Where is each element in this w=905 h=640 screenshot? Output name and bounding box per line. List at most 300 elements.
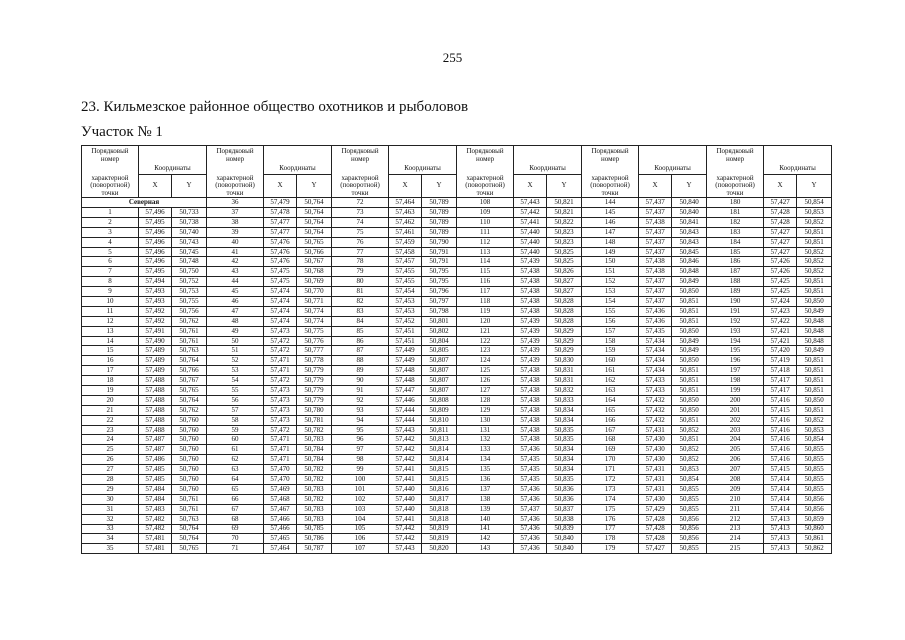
x-coordinate-cell: 57,472 (264, 346, 297, 356)
header-point-number-label: Порядковый номер (466, 147, 504, 163)
coordinates-table-container (81, 145, 832, 554)
x-coordinate-cell: 57,420 (764, 346, 797, 356)
y-coordinate-cell: 50,834 (547, 445, 582, 455)
point-number-cell: 122 (457, 336, 514, 346)
header-point-number-label: Порядковый номер (91, 147, 129, 163)
point-number-cell: 193 (707, 326, 764, 336)
point-number-cell: 162 (582, 376, 639, 386)
y-coordinate-cell: 50,764 (297, 227, 332, 237)
y-coordinate-cell: 50,781 (297, 415, 332, 425)
x-coordinate-cell: 57,479 (264, 198, 297, 208)
header-y: Y (297, 175, 332, 198)
x-coordinate-cell: 57,451 (389, 336, 422, 346)
point-number-cell: 113 (457, 247, 514, 257)
y-coordinate-cell: 50,789 (422, 198, 457, 208)
y-coordinate-cell: 50,855 (672, 484, 707, 494)
point-number-cell: 26 (82, 455, 139, 465)
point-number-cell: 204 (707, 435, 764, 445)
point-number-cell: 17 (82, 366, 139, 376)
y-coordinate-cell: 50,851 (797, 366, 832, 376)
x-coordinate-cell: 57,473 (264, 326, 297, 336)
y-coordinate-cell: 50,852 (672, 455, 707, 465)
y-coordinate-cell: 50,764 (172, 356, 207, 366)
point-number-cell: 56 (207, 395, 264, 405)
header-x: X (389, 175, 422, 198)
x-coordinate-cell: 57,424 (764, 297, 797, 307)
header-point-number-sub: характерной (поворотной) точки (82, 175, 139, 198)
x-coordinate-cell: 57,477 (264, 217, 297, 227)
point-number-cell: 157 (582, 326, 639, 336)
point-number-cell: 81 (332, 287, 389, 297)
x-coordinate-cell: 57,413 (764, 544, 797, 554)
x-coordinate-cell: 57,413 (764, 534, 797, 544)
point-number-cell: 176 (582, 514, 639, 524)
x-coordinate-cell: 57,488 (139, 386, 172, 396)
y-coordinate-cell: 50,851 (672, 435, 707, 445)
point-number-cell: 95 (332, 425, 389, 435)
y-coordinate-cell: 50,856 (672, 534, 707, 544)
y-coordinate-cell: 50,763 (172, 346, 207, 356)
y-coordinate-cell: 50,813 (422, 435, 457, 445)
point-number-cell: 60 (207, 435, 264, 445)
table-row (82, 336, 832, 346)
x-coordinate-cell: 57,438 (514, 287, 547, 297)
y-coordinate-cell: 50,764 (297, 198, 332, 208)
header-y: Y (797, 175, 832, 198)
y-coordinate-cell: 50,853 (797, 425, 832, 435)
point-number-cell: 51 (207, 346, 264, 356)
x-coordinate-cell: 57,431 (639, 425, 672, 435)
x-coordinate-cell: 57,438 (514, 435, 547, 445)
x-coordinate-cell: 57,434 (639, 346, 672, 356)
x-coordinate-cell: 57,438 (514, 376, 547, 386)
table-row (82, 514, 832, 524)
y-coordinate-cell: 50,852 (797, 267, 832, 277)
x-coordinate-cell: 57,436 (514, 534, 547, 544)
x-coordinate-cell: 57,471 (264, 445, 297, 455)
x-coordinate-cell: 57,455 (389, 277, 422, 287)
y-coordinate-cell: 50,850 (672, 395, 707, 405)
point-number-cell: 140 (457, 514, 514, 524)
point-number-cell: 93 (332, 405, 389, 415)
point-number-cell: 191 (707, 306, 764, 316)
point-number-cell: 15 (82, 346, 139, 356)
x-coordinate-cell: 57,476 (264, 257, 297, 267)
point-number-cell: 100 (332, 475, 389, 485)
y-coordinate-cell: 50,841 (672, 217, 707, 227)
point-number-cell: 210 (707, 494, 764, 504)
y-coordinate-cell: 50,804 (422, 336, 457, 346)
point-number-cell: 201 (707, 405, 764, 415)
y-coordinate-cell: 50,760 (172, 475, 207, 485)
y-coordinate-cell: 50,798 (422, 306, 457, 316)
y-coordinate-cell: 50,851 (797, 376, 832, 386)
x-coordinate-cell: 57,473 (264, 386, 297, 396)
x-coordinate-cell: 57,415 (764, 405, 797, 415)
y-coordinate-cell: 50,835 (547, 425, 582, 435)
x-coordinate-cell: 57,442 (389, 455, 422, 465)
table-row (82, 435, 832, 445)
x-coordinate-cell: 57,495 (139, 217, 172, 227)
x-coordinate-cell: 57,427 (764, 247, 797, 257)
y-coordinate-cell: 50,764 (297, 217, 332, 227)
point-number-cell: 91 (332, 386, 389, 396)
x-coordinate-cell: 57,438 (514, 395, 547, 405)
x-coordinate-cell: 57,495 (139, 267, 172, 277)
point-number-cell: 139 (457, 504, 514, 514)
y-coordinate-cell: 50,849 (672, 336, 707, 346)
point-number-cell: 111 (457, 227, 514, 237)
x-coordinate-cell: 57,487 (139, 445, 172, 455)
x-coordinate-cell: 57,413 (764, 514, 797, 524)
x-coordinate-cell: 57,430 (639, 494, 672, 504)
header-point-number-label: Порядковый номер (716, 147, 754, 163)
x-coordinate-cell: 57,422 (764, 316, 797, 326)
y-coordinate-cell: 50,855 (797, 484, 832, 494)
y-coordinate-cell: 50,850 (797, 297, 832, 307)
header-row (82, 146, 832, 175)
y-coordinate-cell: 50,849 (672, 346, 707, 356)
y-coordinate-cell: 50,827 (547, 277, 582, 287)
x-coordinate-cell: 57,471 (264, 366, 297, 376)
point-number-cell: 48 (207, 316, 264, 326)
y-coordinate-cell: 50,774 (297, 316, 332, 326)
point-number-cell: 10 (82, 297, 139, 307)
y-coordinate-cell: 50,840 (547, 544, 582, 554)
x-coordinate-cell: 57,462 (389, 217, 422, 227)
y-coordinate-cell: 50,851 (797, 405, 832, 415)
y-coordinate-cell: 50,783 (297, 504, 332, 514)
y-coordinate-cell: 50,834 (547, 455, 582, 465)
point-number-cell: 189 (707, 287, 764, 297)
y-coordinate-cell: 50,856 (797, 504, 832, 514)
y-coordinate-cell: 50,766 (297, 247, 332, 257)
y-coordinate-cell: 50,808 (422, 395, 457, 405)
x-coordinate-cell: 57,438 (514, 297, 547, 307)
y-coordinate-cell: 50,765 (297, 237, 332, 247)
y-coordinate-cell: 50,764 (297, 208, 332, 218)
y-coordinate-cell: 50,830 (547, 356, 582, 366)
x-coordinate-cell: 57,441 (389, 514, 422, 524)
y-coordinate-cell: 50,829 (547, 336, 582, 346)
header-y: Y (672, 175, 707, 198)
y-coordinate-cell: 50,836 (547, 484, 582, 494)
point-number-cell: 148 (582, 237, 639, 247)
y-coordinate-cell: 50,828 (547, 306, 582, 316)
point-number-cell: 195 (707, 346, 764, 356)
table-row (82, 208, 832, 218)
x-coordinate-cell: 57,461 (389, 227, 422, 237)
point-number-cell: 43 (207, 267, 264, 277)
x-coordinate-cell: 57,436 (639, 316, 672, 326)
point-number-cell: 80 (332, 277, 389, 287)
y-coordinate-cell: 50,855 (797, 475, 832, 485)
point-number-cell: 116 (457, 277, 514, 287)
y-coordinate-cell: 50,854 (672, 475, 707, 485)
y-coordinate-cell: 50,826 (547, 267, 582, 277)
point-number-cell: 39 (207, 227, 264, 237)
table-row (82, 297, 832, 307)
point-number-cell: 206 (707, 455, 764, 465)
y-coordinate-cell: 50,779 (297, 386, 332, 396)
table-row (82, 346, 832, 356)
point-number-cell: 164 (582, 395, 639, 405)
table-row (82, 217, 832, 227)
point-number-cell: 214 (707, 534, 764, 544)
point-number-cell: 114 (457, 257, 514, 267)
x-coordinate-cell: 57,436 (514, 544, 547, 554)
y-coordinate-cell: 50,760 (172, 445, 207, 455)
point-number-cell: 167 (582, 425, 639, 435)
point-number-cell: 57 (207, 405, 264, 415)
table-body (82, 198, 832, 554)
x-coordinate-cell: 57,440 (389, 504, 422, 514)
y-coordinate-cell: 50,835 (547, 475, 582, 485)
y-coordinate-cell: 50,853 (672, 465, 707, 475)
y-coordinate-cell: 50,816 (422, 484, 457, 494)
y-coordinate-cell: 50,817 (422, 494, 457, 504)
point-number-cell: 161 (582, 366, 639, 376)
y-coordinate-cell: 50,787 (297, 544, 332, 554)
x-coordinate-cell: 57,437 (639, 227, 672, 237)
point-number-cell: 54 (207, 376, 264, 386)
y-coordinate-cell: 50,750 (172, 267, 207, 277)
point-number-cell: 174 (582, 494, 639, 504)
point-number-cell: 25 (82, 445, 139, 455)
point-number-cell: 101 (332, 484, 389, 494)
y-coordinate-cell: 50,850 (672, 326, 707, 336)
point-number-cell: 177 (582, 524, 639, 534)
point-number-cell: 75 (332, 227, 389, 237)
point-number-cell: 19 (82, 386, 139, 396)
y-coordinate-cell: 50,851 (797, 386, 832, 396)
x-coordinate-cell: 57,435 (514, 455, 547, 465)
y-coordinate-cell: 50,827 (547, 287, 582, 297)
point-number-cell: 53 (207, 366, 264, 376)
y-coordinate-cell: 50,840 (547, 534, 582, 544)
point-number-cell: 169 (582, 445, 639, 455)
x-coordinate-cell: 57,488 (139, 425, 172, 435)
x-coordinate-cell: 57,426 (764, 257, 797, 267)
y-coordinate-cell: 50,783 (297, 484, 332, 494)
y-coordinate-cell: 50,733 (172, 208, 207, 218)
point-number-cell: 28 (82, 475, 139, 485)
x-coordinate-cell: 57,475 (264, 277, 297, 287)
point-number-cell: 186 (707, 257, 764, 267)
x-coordinate-cell: 57,437 (514, 504, 547, 514)
y-coordinate-cell: 50,779 (297, 366, 332, 376)
header-coordinates: Координаты (264, 146, 332, 175)
point-number-cell: 2 (82, 217, 139, 227)
point-number-cell: 213 (707, 524, 764, 534)
x-coordinate-cell: 57,474 (264, 287, 297, 297)
point-number-cell: 153 (582, 287, 639, 297)
point-number-cell: 211 (707, 504, 764, 514)
table-row (82, 316, 832, 326)
y-coordinate-cell: 50,852 (797, 247, 832, 257)
point-number-cell: 209 (707, 484, 764, 494)
y-coordinate-cell: 50,851 (672, 366, 707, 376)
x-coordinate-cell: 57,458 (389, 247, 422, 257)
x-coordinate-cell: 57,414 (764, 475, 797, 485)
x-coordinate-cell: 57,428 (639, 514, 672, 524)
y-coordinate-cell: 50,780 (297, 405, 332, 415)
x-coordinate-cell: 57,485 (139, 475, 172, 485)
point-number-cell: 72 (332, 198, 389, 208)
point-number-cell: 131 (457, 425, 514, 435)
point-number-cell: 1 (82, 208, 139, 218)
x-coordinate-cell: 57,430 (639, 455, 672, 465)
point-number-cell: 40 (207, 237, 264, 247)
point-number-cell: 181 (707, 208, 764, 218)
point-number-cell: 150 (582, 257, 639, 267)
y-coordinate-cell: 50,851 (797, 227, 832, 237)
table-row (82, 366, 832, 376)
x-coordinate-cell: 57,471 (264, 356, 297, 366)
point-number-cell: 190 (707, 297, 764, 307)
point-number-cell: 151 (582, 267, 639, 277)
point-number-cell: 85 (332, 326, 389, 336)
point-number-cell: 82 (332, 297, 389, 307)
point-number-cell: 182 (707, 217, 764, 227)
table-row (82, 247, 832, 257)
y-coordinate-cell: 50,818 (422, 514, 457, 524)
point-number-cell: 127 (457, 386, 514, 396)
y-coordinate-cell: 50,791 (422, 257, 457, 267)
x-coordinate-cell: 57,449 (389, 346, 422, 356)
x-coordinate-cell: 57,432 (639, 405, 672, 415)
point-number-cell: 23 (82, 425, 139, 435)
point-number-cell: 159 (582, 346, 639, 356)
y-coordinate-cell: 50,821 (547, 208, 582, 218)
point-number-cell: 135 (457, 465, 514, 475)
point-number-cell: 69 (207, 524, 264, 534)
y-coordinate-cell: 50,825 (547, 257, 582, 267)
table-row (82, 237, 832, 247)
y-coordinate-cell: 50,768 (297, 267, 332, 277)
point-number-cell: 68 (207, 514, 264, 524)
y-coordinate-cell: 50,851 (797, 237, 832, 247)
x-coordinate-cell: 57,434 (639, 366, 672, 376)
x-coordinate-cell: 57,436 (514, 514, 547, 524)
table-row (82, 484, 832, 494)
y-coordinate-cell: 50,846 (672, 257, 707, 267)
point-number-cell: 73 (332, 208, 389, 218)
y-coordinate-cell: 50,760 (172, 484, 207, 494)
header-coordinates: Координаты (639, 146, 707, 175)
x-coordinate-cell: 57,496 (139, 247, 172, 257)
header-x: X (264, 175, 297, 198)
header-point-number-sub: характерной (поворотной) точки (332, 175, 389, 198)
x-coordinate-cell: 57,437 (639, 247, 672, 257)
point-number-cell: 4 (82, 237, 139, 247)
point-number-cell: 16 (82, 356, 139, 366)
x-coordinate-cell: 57,483 (139, 504, 172, 514)
y-coordinate-cell: 50,851 (672, 415, 707, 425)
point-number-cell: 71 (207, 544, 264, 554)
point-number-cell: 8 (82, 277, 139, 287)
x-coordinate-cell: 57,443 (389, 425, 422, 435)
y-coordinate-cell: 50,782 (297, 465, 332, 475)
point-number-cell: 156 (582, 316, 639, 326)
y-coordinate-cell: 50,774 (297, 306, 332, 316)
x-coordinate-cell: 57,485 (139, 465, 172, 475)
table-row (82, 306, 832, 316)
y-coordinate-cell: 50,815 (422, 475, 457, 485)
y-coordinate-cell: 50,785 (297, 524, 332, 534)
x-coordinate-cell: 57,442 (389, 435, 422, 445)
y-coordinate-cell: 50,854 (797, 435, 832, 445)
point-number-cell: 64 (207, 475, 264, 485)
point-number-cell: 46 (207, 297, 264, 307)
y-coordinate-cell: 50,789 (422, 227, 457, 237)
point-number-cell: 5 (82, 247, 139, 257)
point-number-cell: 196 (707, 356, 764, 366)
point-number-cell: 21 (82, 405, 139, 415)
x-coordinate-cell: 57,416 (764, 455, 797, 465)
x-coordinate-cell: 57,476 (264, 247, 297, 257)
table-row (82, 534, 832, 544)
x-coordinate-cell: 57,475 (264, 267, 297, 277)
x-coordinate-cell: 57,484 (139, 494, 172, 504)
header-point-number-label: Порядковый номер (216, 147, 254, 163)
y-coordinate-cell: 50,753 (172, 287, 207, 297)
x-coordinate-cell: 57,437 (639, 208, 672, 218)
y-coordinate-cell: 50,859 (797, 514, 832, 524)
point-number-cell: 55 (207, 386, 264, 396)
point-number-cell: 143 (457, 544, 514, 554)
y-coordinate-cell: 50,762 (172, 405, 207, 415)
y-coordinate-cell: 50,845 (672, 247, 707, 257)
point-number-cell: 212 (707, 514, 764, 524)
y-coordinate-cell: 50,760 (172, 425, 207, 435)
y-coordinate-cell: 50,831 (547, 376, 582, 386)
header-coordinates: Координаты (514, 146, 582, 175)
header-x: X (764, 175, 797, 198)
header-point-number-label: Порядковый номер (591, 147, 629, 163)
x-coordinate-cell: 57,426 (764, 267, 797, 277)
y-coordinate-cell: 50,779 (297, 395, 332, 405)
x-coordinate-cell: 57,474 (264, 306, 297, 316)
point-number-cell: 52 (207, 356, 264, 366)
header-point-number-label: Порядковый номер (341, 147, 379, 163)
y-coordinate-cell: 50,766 (172, 366, 207, 376)
y-coordinate-cell: 50,762 (172, 316, 207, 326)
x-coordinate-cell: 57,441 (389, 465, 422, 475)
y-coordinate-cell: 50,861 (797, 534, 832, 544)
y-coordinate-cell: 50,760 (172, 465, 207, 475)
x-coordinate-cell: 57,428 (764, 217, 797, 227)
y-coordinate-cell: 50,738 (172, 217, 207, 227)
header-coordinates: Координаты (764, 146, 832, 175)
y-coordinate-cell: 50,760 (172, 415, 207, 425)
x-coordinate-cell: 57,446 (389, 395, 422, 405)
x-coordinate-cell: 57,474 (264, 316, 297, 326)
y-coordinate-cell: 50,855 (797, 465, 832, 475)
y-coordinate-cell: 50,860 (797, 524, 832, 534)
x-coordinate-cell: 57,472 (264, 376, 297, 386)
table-row (82, 326, 832, 336)
y-coordinate-cell: 50,836 (547, 494, 582, 504)
x-coordinate-cell: 57,430 (639, 435, 672, 445)
table-row (82, 504, 832, 514)
y-coordinate-cell: 50,815 (422, 465, 457, 475)
point-number-cell: 70 (207, 534, 264, 544)
x-coordinate-cell: 57,429 (639, 504, 672, 514)
y-coordinate-cell: 50,849 (797, 346, 832, 356)
y-coordinate-cell: 50,765 (172, 386, 207, 396)
y-coordinate-cell: 50,851 (672, 376, 707, 386)
